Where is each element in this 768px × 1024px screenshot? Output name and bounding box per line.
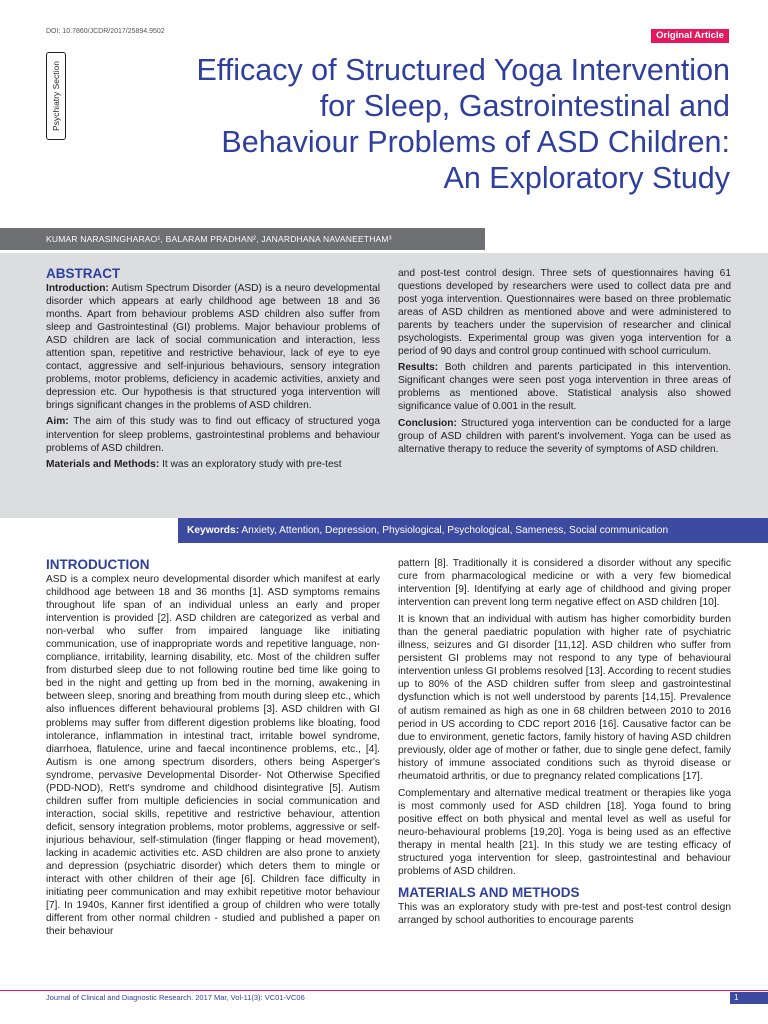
keywords-text: Anxiety, Attention, Depression, Physiological, Psychological, Sameness, Social communication	[241, 525, 669, 536]
body-left-column	[46, 556, 380, 942]
body-paragraph: Complementary and alternative medical treatment or therapies like yoga is most commonly used for ASD children [18]. Yoga found to bring positive effect on both physical and mental level as well as useful for neuro-behavioural problems [19,20]. Yoga is being used as an effective therapy in mental health [21]. In this study we are testing efficacy of structured yoga intervention for sleep, gastrointestinal and behaviour problems of ASD children.	[398, 787, 731, 878]
keywords-bar	[178, 518, 768, 543]
aim-label: Aim:	[46, 416, 69, 428]
abstract-results	[398, 361, 731, 413]
conclusion-text: Structured yoga intervention can be conducted for a large group of ASD children with parent's involvement. Yoga can be used as alternative therapy to reduce the severity of symptoms of ASD children.	[398, 417, 731, 455]
abstract-box	[0, 253, 768, 518]
introduction-text: Autism Spectrum Disorder (ASD) is a neuro developmental disorder which appears at early childhood age between 18 and 36 months. Apart from behaviour problems ASD children also suffer from sleep and Gastrointestinal (GI) problems. Major behaviour problems of ASD children are lack of social communication and interaction, less attention span, repetitive and restrictive behaviour, lack of eye to eye contact, aggressive and self-injurious behaviours, sensory integration problems, motor problems, deficiency in academic activities, anxiety and depression etc. Our hypothesis is that structured yoga intervention will brings significant changes in the problems of ASD children.	[46, 283, 380, 412]
results-label: Results:	[398, 362, 439, 374]
abstract-methods	[46, 458, 380, 471]
abstract-conclusion	[398, 417, 731, 456]
conclusion-label: Conclusion:	[398, 417, 457, 429]
methods-paragraph: This was an exploratory study with pre-test and post-test control design arranged by school authorities to encourage parents	[398, 902, 731, 927]
abstract-right-column	[398, 267, 731, 459]
abstract-introduction	[46, 282, 380, 412]
keywords-label: Keywords:	[187, 525, 240, 536]
journal-footer: Journal of Clinical and Diagnostic Research. 2017 Mar, Vol-11(3): VC01-VC06	[46, 993, 305, 1002]
title-line: An Exploratory Study	[443, 161, 730, 195]
introduction-heading: INTRODUCTION	[46, 557, 150, 572]
article-title	[130, 52, 730, 196]
body-paragraph: It is known that an individual with autism has higher comorbidity burden than the general paediatric population with higher rate of psychiatric illness, seizures and GI disorder [11,12]. ASD children who suffer from persistent GI problems may not respond to any type of behavioural intervention unless GI problems resolved [13]. According to recent studies up to 80% of the ASD children suffer from sleep and gastrointestinal dysfunction which is not well understood by parents [14,15]. Prevalence of autism remained as high as one in 68 children between 2010 to 2016 period in US according to CDC report 2016 [16]. Causative factor can be due to environment, genetic factors, family history of having ASD children previously, older age of mother or father, due to single gene defect, family history of immune associated conditions such as thyroid disease or rheumatoid arthritis, or due to pregnancy related complications [17].	[398, 614, 731, 782]
introduction-label: Introduction:	[46, 283, 109, 294]
abstract-left-column	[46, 266, 380, 474]
page-number: 1	[730, 992, 768, 1004]
intro-paragraph: ASD is a complex neuro developmental disorder which manifest at early childhood age between 18 and 36 months [1]. ASD symptoms remains throughout life span of an individual unless an early and proper intervention is provided [2]. ASD children are categorized as verbal and non-verbal who suffer from impaired language like initiating communication, use of inappropriate words and repetitive language, non-compliance, irritability, learning disability, etc. Most of the children suffer from disturbed sleep due to not following routine bed time like going to bed in the night and getting up from bed in the morning, awakening in between sleep, snoring and breathing from mouth during sleep etc., which also influences different behavioural problems [3]. ASD children with GI problems may suffer from different digestion problems like bloating, food intolerance, inflammation in intestinal tract, irritable bowel syndrome, diarrhoea, flatulence, urine and faecal incontinence problems, etc., [4]. Autism is one among spectrum disorders, others being Asperger's syndrome, pervasive Developmental Disorder- Not Otherwise Specified (PDD-NOD), Rett's syndrome and childhood disintegrative [5]. Autism children suffer from multiple deficiencies in social communication and interaction, social skills, repetitive and restrictive behaviour, attention deficit, sensory integration problems, motor problems, aggressive or self-injurious behaviour, self-stimulation (finger flapping or head movement), lacking in academic activities etc. ASD children are also prone to anxiety and depression (psychiatric disorder) which deters them to mingle or interact with other children of their age [6]. Children face difficulty in initiating peer communication and may exhibit repetitive motor behaviour [7]. In 1940s, Kanner first identified a group of children who were totally different from other normal children - studied and published a paper on their behaviour	[46, 574, 380, 938]
authors-bar: KUMAR NARASINGHARAO¹, BALARAM PRADHAN², JANARDHANA NAVANEETHAM³	[0, 228, 485, 250]
body-paragraph: pattern [8]. Traditionally it is considered a disorder without any specific cure from pharmacological medicine or with a very few biomedical intervention [9]. Identifying at early age of childhood and giving proper intervention can prevent long term negative effect on ASD children [10].	[398, 558, 731, 609]
title-line: Efficacy of Structured Yoga Intervention	[196, 53, 730, 87]
methods-text-start: It was an exploratory study with pre-test	[162, 458, 342, 470]
methods-heading: MATERIALS AND METHODS	[398, 885, 580, 901]
abstract-heading: ABSTRACT	[46, 266, 121, 281]
doi-text: DOI: 10.7860/JCDR/2017/25894.9502	[46, 28, 165, 35]
body-right-column	[398, 557, 731, 931]
methods-continued: and post-test control design. Three sets of questionnaires having 61 questions developed by researchers were used to collect data pre and post yoga intervention. Questionnaires were based on three problematic areas of ASD children as mentioned above and were administered to parents by teachers under the supervision of researcher and clinical psychologists. Experimental group was given yoga intervention for a period of 90 days and control group continued with school curriculum.	[398, 268, 731, 358]
aim-text: The aim of this study was to find out efficacy of structured yoga intervention for sleep problems, gastrointestinal problems and behaviour problems of ASD children.	[46, 416, 380, 454]
footer-divider	[0, 990, 768, 991]
abstract-aim	[46, 415, 380, 454]
article-type-badge: Original Article	[651, 29, 729, 43]
results-text: Both children and parents participated in this intervention. Significant changes were seen post yoga intervention in three areas of problems as mentioned above. Statistical analysis also showed significance value of 0.001 in the result.	[398, 362, 731, 413]
section-label: Psychiatry Section	[51, 61, 61, 131]
section-tab	[46, 52, 66, 140]
title-line: Behaviour Problems of ASD Children:	[221, 125, 730, 159]
title-line: for Sleep, Gastrointestinal and	[319, 89, 730, 123]
methods-label: Materials and Methods:	[46, 458, 160, 470]
